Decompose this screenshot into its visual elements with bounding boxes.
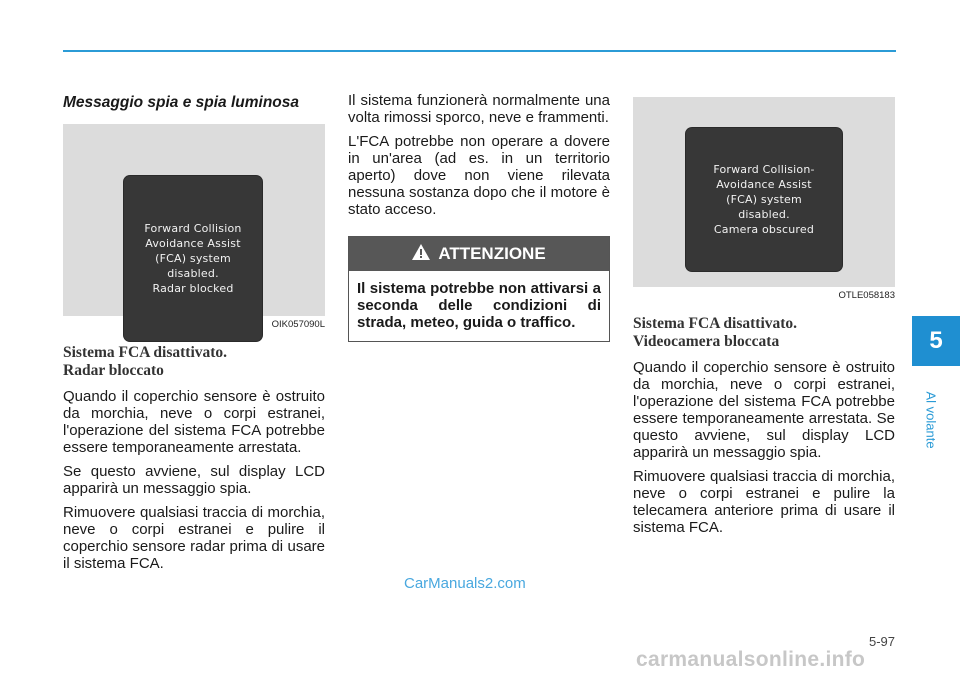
paragraph: Rimuovere qualsiasi traccia di morchia, neve o corpi estranei e pulire il coperchio sensore radar prima di usare il sistema FCA. (63, 504, 325, 572)
chapter-label-text: Al volante (923, 391, 939, 449)
figure-code: OTLE058183 (838, 290, 895, 301)
figure-radar-blocked (63, 124, 325, 316)
paragraph: Se questo avviene, sul display LCD apparirà un messaggio spia. (63, 463, 325, 497)
watermark-link[interactable]: CarManuals2.com (404, 575, 526, 592)
watermark-footer: carmanualsonline.info (636, 648, 866, 671)
warning-triangle-icon (412, 244, 430, 265)
warning-body: Il sistema potrebbe non attivarsi a seconda delle condizioni di strada, meteo, guida o traffico. (357, 280, 601, 331)
cluster-message: Forward Collision- Avoidance Assist (FCA) system disabled. Camera obscured (713, 163, 815, 236)
chapter-label (920, 370, 942, 470)
warning-title: ATTENZIONE (438, 244, 546, 263)
paragraph: Il sistema funzionerà normalmente una volta rimossi sporco, neve e frammenti. (348, 92, 610, 126)
column-left (63, 92, 325, 579)
cluster-display (124, 176, 262, 341)
warning-header (349, 237, 609, 271)
paragraph: L'FCA potrebbe non operare a dovere in un'area (ad es. in un territorio aperto) dove non viene rilevata nessuna sostanza dopo che il motore è stato acceso. (348, 133, 610, 218)
paragraph: Rimuovere qualsiasi traccia di morchia, neve o corpi estranei e pulire la telecamera anteriore prima di usare il sistema FCA. (633, 468, 895, 536)
page-number: 5-97 (868, 634, 895, 649)
paragraph: Quando il coperchio sensore è ostruito da morchia, neve o corpi estranei, l'operazione del sistema FCA potrebbe essere temporaneamente arrestata. Se questo avviene, sul display LCD apparirà un messaggio spia. (633, 359, 895, 461)
sub-heading: Sistema FCA disattivato. Videocamera bloccata (633, 315, 798, 350)
paragraph: Quando il coperchio sensore è ostruito da morchia, neve o corpi estranei, l'operazione del sistema FCA potrebbe essere temporaneamente arrestata. (63, 388, 325, 456)
column-middle (348, 92, 610, 342)
top-rule (63, 50, 896, 52)
cluster-message: Forward Collision Avoidance Assist (FCA) system disabled. Radar blocked (144, 222, 242, 295)
figure-code: OIK057090L (271, 319, 325, 330)
sub-heading: Sistema FCA disattivato. Radar bloccato (63, 344, 228, 379)
figure-camera-obscured (633, 97, 895, 287)
cluster-display (686, 128, 842, 271)
section-heading: Messaggio spia e spia luminosa (63, 94, 300, 111)
chapter-tab: 5 (912, 316, 960, 366)
column-right (633, 97, 895, 543)
warning-box (348, 236, 610, 342)
